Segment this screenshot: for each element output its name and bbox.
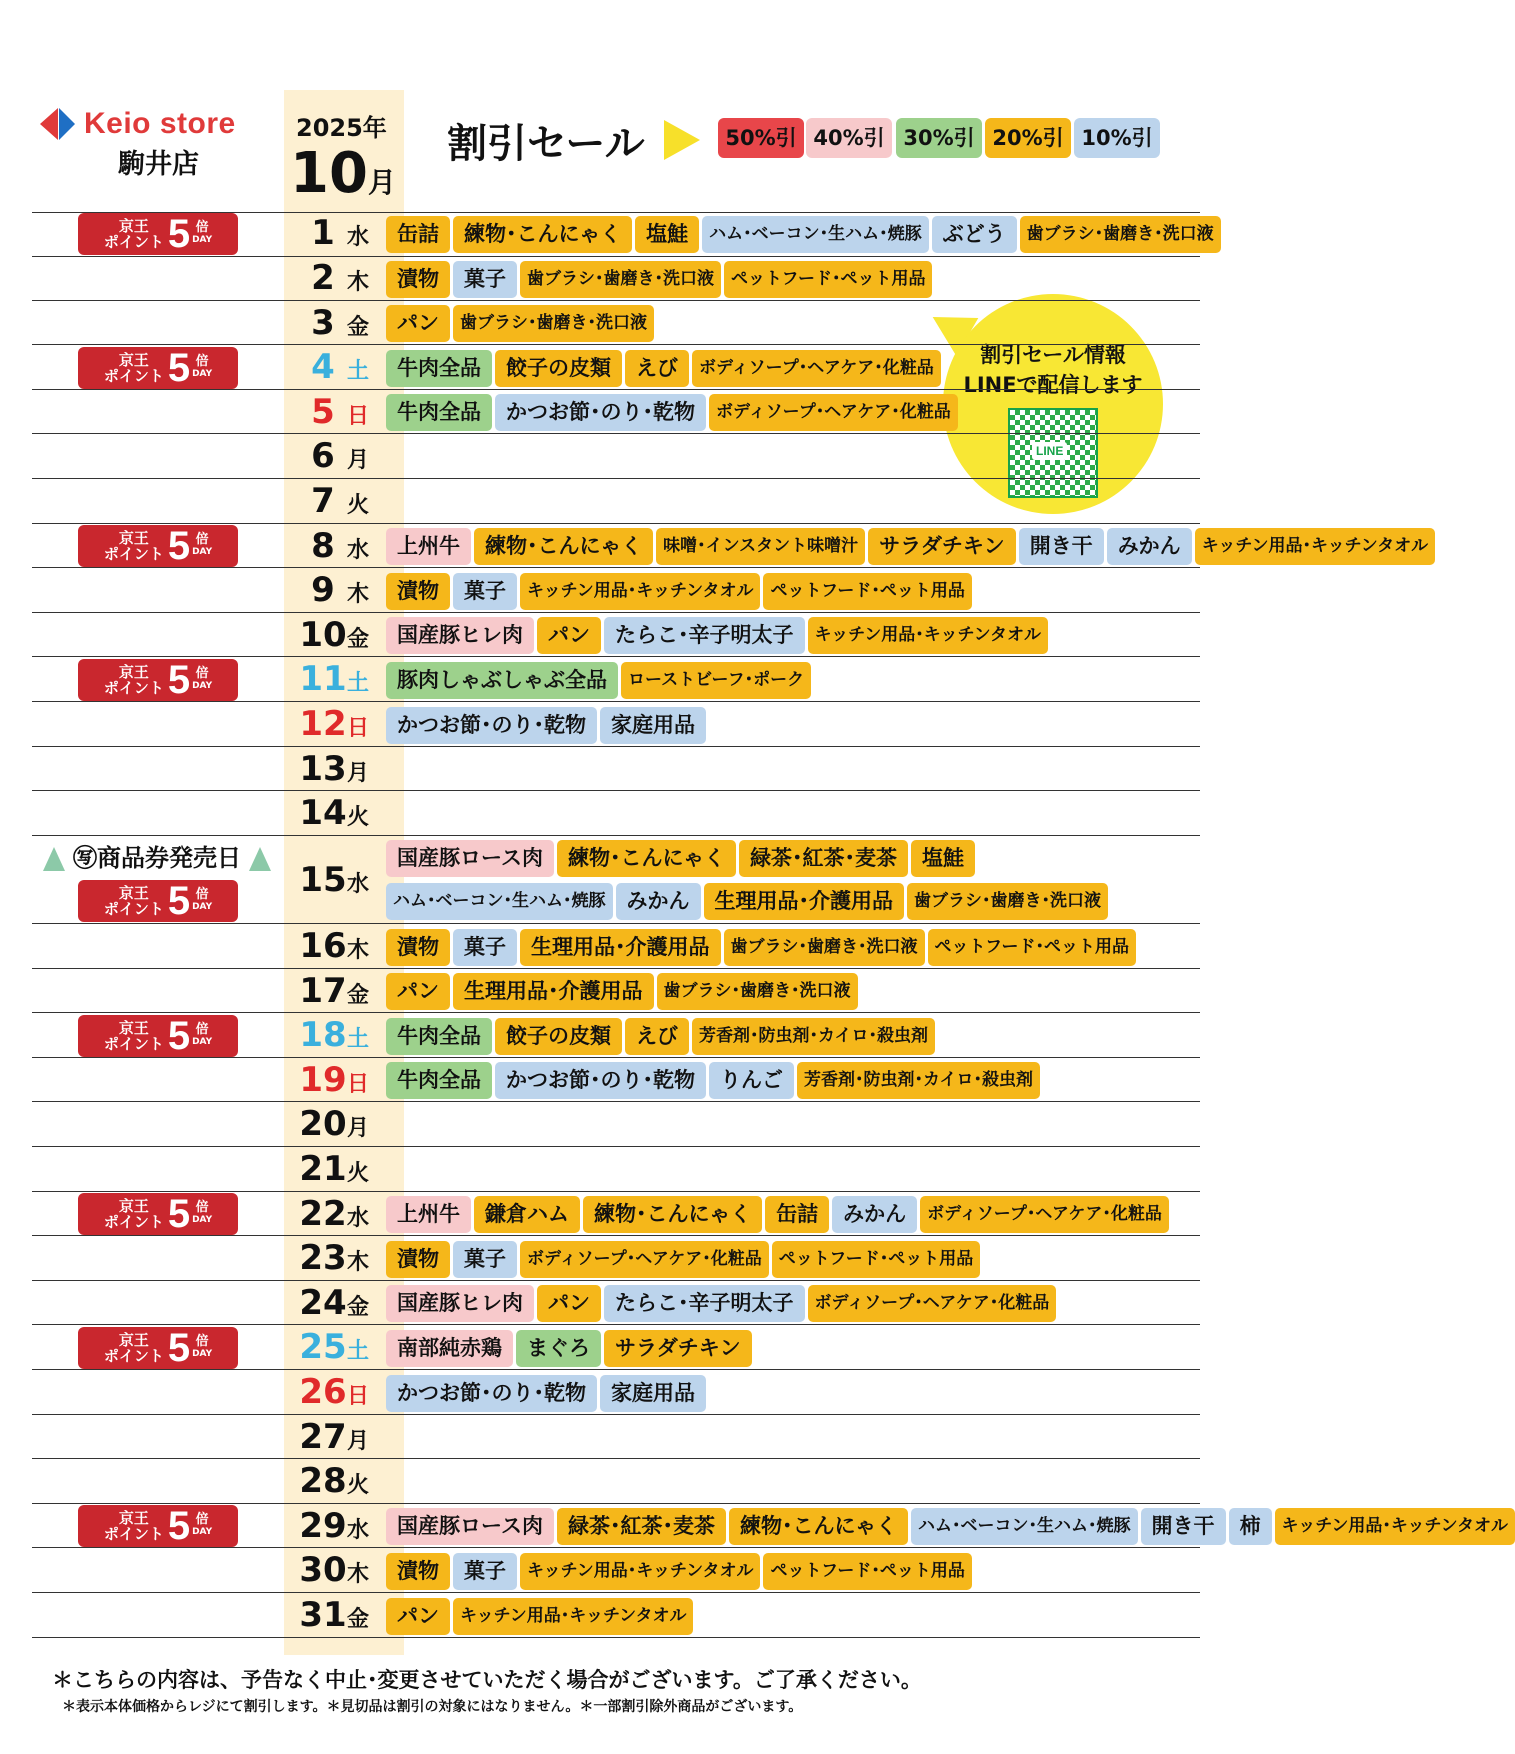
notice-main: ＊こちらの内容は、予告なく中止･変更させていただく場合がございます。ご了承ください。 [52, 1668, 922, 1692]
sale-title: 割引セール [447, 121, 645, 167]
sale-item: 菓子 [453, 261, 517, 298]
sale-item: 柿 [1229, 1508, 1272, 1545]
sale-item-list [386, 216, 1221, 253]
sale-item: 菓子 [453, 929, 517, 966]
weekday-label: 木 [346, 1250, 369, 1276]
weekday-label: 水 [346, 1205, 369, 1231]
legend-item: 20%引 [985, 118, 1071, 158]
sale-item: 国産豚ロース肉 [386, 1508, 554, 1545]
sale-item: 上州牛 [386, 1196, 471, 1233]
day-number: 1 [311, 213, 335, 254]
calendar-row [32, 1103, 1200, 1147]
weekday-label: 水 [346, 1517, 369, 1543]
calendar-row [32, 1415, 1200, 1459]
sale-item-list [386, 1330, 752, 1367]
sale-item: かつお節･のり･乾物 [495, 1062, 706, 1099]
sale-item: 缶詰 [386, 216, 450, 253]
legend-item: 30%引 [896, 118, 982, 158]
flag-icon [249, 847, 271, 871]
sale-item: ぶどう [932, 216, 1017, 253]
sale-item: かつお節･のり･乾物 [386, 1375, 597, 1412]
sale-item: 塩鮭 [911, 840, 975, 877]
sale-item: みかん [1107, 528, 1192, 565]
day-number: 29 [299, 1505, 347, 1546]
sale-item: 上州牛 [386, 528, 471, 565]
weekday-label: 日 [346, 1071, 369, 1097]
weekday-label: 土 [346, 1339, 369, 1365]
legend-item: 40%引 [806, 118, 892, 158]
weekday-label: 金 [346, 314, 369, 340]
sale-item: キッチン用品･キッチンタオル [808, 617, 1048, 654]
sale-item: 漬物 [386, 1241, 450, 1278]
sale-item: キッチン用品･キッチンタオル [520, 573, 760, 610]
day-number: 24 [299, 1282, 347, 1323]
day-number: 22 [299, 1193, 347, 1234]
weekday-label: 土 [346, 359, 369, 385]
day-number: 11 [299, 659, 347, 700]
weekday-label: 月 [346, 448, 369, 474]
sale-item: 生理用品･介護用品 [453, 973, 654, 1010]
sale-item: キッチン用品･キッチンタオル [453, 1598, 693, 1635]
sale-item: かつお節･のり･乾物 [386, 707, 597, 744]
notice-sub: ＊表示本体価格からレジにて割引します。＊見切品は割引の対象にはなりません。＊一部割引除外商品がございます。 [62, 1699, 803, 1715]
sale-item: 豚肉しゃぶしゃぶ全品 [386, 662, 618, 699]
sale-item: まぐろ [516, 1330, 601, 1367]
sale-item: 餃子の皮類 [495, 350, 622, 387]
day-number: 5 [311, 391, 335, 432]
sale-item: 国産豚ヒレ肉 [386, 1285, 534, 1322]
weekday-label: 木 [346, 269, 369, 295]
sale-item-list [386, 1241, 980, 1278]
day-number: 26 [299, 1371, 347, 1412]
line-qr-code-icon[interactable]: LINE [1008, 408, 1098, 498]
sale-item: 歯ブラシ･歯磨き･洗口液 [1020, 216, 1221, 253]
day-number: 13 [299, 748, 347, 789]
weekday-label: 金 [346, 1294, 369, 1320]
keio-point-5x-badge: 京王 ポイント 5 倍 DAY [78, 525, 238, 567]
keio-point-5x-badge: 京王 ポイント 5 倍 DAY [78, 213, 238, 255]
sale-item: ローストビーフ･ポーク [621, 662, 811, 699]
weekday-label: 日 [346, 1383, 369, 1409]
sale-item: 塩鮭 [635, 216, 699, 253]
sale-item-list [386, 929, 1136, 966]
day-number: 12 [299, 703, 347, 744]
sale-item: えび [625, 1018, 689, 1055]
gift-certificate-sale-label: ㊢商品券発売日 [42, 838, 272, 873]
sale-item: 歯ブラシ･歯磨き･洗口液 [724, 929, 925, 966]
sale-item: みかん [616, 883, 701, 920]
keio-point-5x-badge: 京王 ポイント 5 倍 DAY [78, 1327, 238, 1369]
sale-item-list [386, 305, 654, 342]
day-number: 10 [299, 614, 347, 655]
sale-item: みかん [832, 1196, 917, 1233]
sale-item-list [386, 1375, 706, 1412]
keio-point-5x-badge: 京王 ポイント 5 倍 DAY [78, 347, 238, 389]
weekday-label: 水 [346, 225, 369, 251]
play-arrow-icon [664, 120, 700, 160]
day-number: 27 [299, 1416, 347, 1457]
day-number: 17 [299, 970, 347, 1011]
sale-item-list [386, 1018, 935, 1055]
sale-item: パン [537, 1285, 601, 1322]
sale-item: たらこ･辛子明太子 [604, 1285, 805, 1322]
sale-item: パン [386, 1598, 450, 1635]
keio-point-5x-badge: 京王 ポイント 5 倍 DAY [78, 659, 238, 701]
weekday-label: 日 [346, 715, 369, 741]
sale-item: 菓子 [453, 573, 517, 610]
weekday-label: 金 [346, 1606, 369, 1632]
weekday-label: 火 [346, 805, 369, 831]
day-number: 3 [311, 302, 335, 343]
sale-item: 鎌倉ハム [474, 1196, 580, 1233]
sale-item: えび [625, 350, 689, 387]
flag-icon [43, 847, 65, 871]
keio-point-5x-badge: 京王 ポイント 5 倍 DAY [78, 880, 238, 922]
calendar-row [32, 1460, 1200, 1504]
sale-item: 歯ブラシ･歯磨き･洗口液 [453, 305, 654, 342]
keio-point-5x-badge: 京王 ポイント 5 倍 DAY [78, 1505, 238, 1547]
calendar-row [32, 480, 1200, 524]
month-label: 10月 [290, 141, 396, 206]
sale-item-list [386, 973, 858, 1010]
sale-item: ボディソープ･ヘアケア･化粧品 [808, 1285, 1057, 1322]
sale-item: サラダチキン [868, 528, 1016, 565]
weekday-label: 水 [346, 871, 369, 897]
sale-item: 練物･こんにゃく [474, 528, 653, 565]
sale-item-list [386, 1553, 972, 1590]
sale-item-list [386, 707, 706, 744]
sale-item: パン [386, 973, 450, 1010]
sale-item: 開き干 [1019, 528, 1104, 565]
weekday-label: 月 [346, 1116, 369, 1142]
weekday-label: 水 [346, 537, 369, 563]
day-number: 18 [299, 1015, 347, 1056]
calendar-row [32, 747, 1200, 791]
calendar-row [32, 792, 1200, 836]
calendar-row [32, 435, 1200, 479]
sale-item: 南部純赤鶏 [386, 1330, 513, 1367]
weekday-label: 火 [346, 1473, 369, 1499]
sale-item: 歯ブラシ･歯磨き･洗口液 [657, 973, 858, 1010]
sale-item-list [386, 573, 972, 610]
sale-item: 牛肉全品 [386, 394, 492, 431]
sale-item: 菓子 [453, 1553, 517, 1590]
sale-item: 牛肉全品 [386, 1062, 492, 1099]
sale-item: 漬物 [386, 929, 450, 966]
keio-logo-icon [40, 106, 76, 142]
sale-item-list [386, 1508, 1515, 1545]
sale-item: りんご [709, 1062, 794, 1099]
sale-item: パン [386, 305, 450, 342]
sale-item: 牛肉全品 [386, 1018, 492, 1055]
sale-item-list [386, 1598, 693, 1635]
sale-item: 生理用品･介護用品 [520, 929, 721, 966]
sale-item: ハム･ベーコン･生ハム･焼豚 [386, 883, 613, 920]
store-logo [40, 106, 236, 142]
sale-item-list [386, 394, 958, 431]
sale-item-list [386, 350, 941, 387]
weekday-label: 金 [346, 626, 369, 652]
sale-item: 国産豚ロース肉 [386, 840, 554, 877]
keio-point-5x-badge: 京王 ポイント 5 倍 DAY [78, 1015, 238, 1057]
sale-item: ボディソープ･ヘアケア･化粧品 [709, 394, 958, 431]
day-number: 9 [311, 570, 335, 611]
weekday-label: 火 [346, 492, 369, 518]
sale-item: 練物･こんにゃく [557, 840, 736, 877]
sale-item-list [386, 617, 1048, 654]
sale-item: ハム･ベーコン･生ハム･焼豚 [911, 1508, 1138, 1545]
sale-item: 国産豚ヒレ肉 [386, 617, 534, 654]
keio-point-5x-badge: 京王 ポイント 5 倍 DAY [78, 1193, 238, 1235]
sale-item: 菓子 [453, 1241, 517, 1278]
day-number: 14 [299, 793, 347, 834]
weekday-label: 月 [346, 1428, 369, 1454]
sale-item: ペットフード･ペット用品 [724, 261, 932, 298]
sale-item: ペットフード･ペット用品 [763, 1553, 971, 1590]
sale-item: 味噌･インスタント味噌汁 [656, 528, 865, 565]
weekday-label: 土 [346, 1027, 369, 1053]
sale-item: キッチン用品･キッチンタオル [520, 1553, 760, 1590]
sale-item-list [386, 883, 1108, 920]
weekday-label: 日 [346, 403, 369, 429]
sale-item: ハム･ベーコン･生ハム･焼豚 [702, 216, 929, 253]
sale-item: キッチン用品･キッチンタオル [1195, 528, 1435, 565]
day-number: 20 [299, 1104, 347, 1145]
sale-item: ボディソープ･ヘアケア･化粧品 [920, 1196, 1169, 1233]
day-number: 30 [299, 1550, 347, 1591]
sale-item-list [386, 1062, 1040, 1099]
day-number: 19 [299, 1059, 347, 1100]
calendar-row [32, 1148, 1200, 1192]
day-number: 21 [299, 1148, 347, 1189]
sale-item: ペットフード･ペット用品 [772, 1241, 980, 1278]
sale-item: 芳香剤･防虫剤･カイロ･殺虫剤 [797, 1062, 1040, 1099]
day-number: 25 [299, 1327, 347, 1368]
sale-item: パン [537, 617, 601, 654]
day-number: 31 [299, 1594, 347, 1635]
weekday-label: 木 [346, 582, 369, 608]
legend-item: 50%引 [718, 118, 804, 158]
sale-item: 練物･こんにゃく [453, 216, 632, 253]
sale-item: 緑茶･紅茶･麦茶 [739, 840, 908, 877]
sale-item: ボディソープ･ヘアケア･化粧品 [692, 350, 941, 387]
weekday-label: 火 [346, 1160, 369, 1186]
day-number: 28 [299, 1461, 347, 1502]
sale-item: 歯ブラシ･歯磨き･洗口液 [520, 261, 721, 298]
sale-item: ペットフード･ペット用品 [928, 929, 1136, 966]
day-number: 23 [299, 1238, 347, 1279]
sale-item-list [386, 1285, 1056, 1322]
sale-item: サラダチキン [604, 1330, 752, 1367]
day-number: 6 [311, 436, 335, 477]
weekday-label: 金 [346, 982, 369, 1008]
sale-item-list [386, 528, 1435, 565]
sale-item: ペットフード･ペット用品 [763, 573, 971, 610]
weekday-label: 土 [346, 671, 369, 697]
weekday-label: 木 [346, 1562, 369, 1588]
sale-item: 練物･こんにゃく [729, 1508, 908, 1545]
sale-item: キッチン用品･キッチンタオル [1275, 1508, 1515, 1545]
day-number: 16 [299, 925, 347, 966]
sale-item-list [386, 840, 975, 877]
day-number: 15 [299, 859, 347, 900]
line-promo-text: 割引セール情報 LINEで配信します [963, 343, 1143, 397]
sale-item: 生理用品･介護用品 [704, 883, 905, 920]
sale-item: 牛肉全品 [386, 350, 492, 387]
sale-item: 漬物 [386, 1553, 450, 1590]
year-label: 2025年 [296, 114, 387, 142]
sale-item-list [386, 1196, 1169, 1233]
weekday-label: 月 [346, 760, 369, 786]
sale-item-list [386, 261, 932, 298]
sale-item: 缶詰 [765, 1196, 829, 1233]
sale-item: 家庭用品 [600, 1375, 706, 1412]
sale-item: 練物･こんにゃく [583, 1196, 762, 1233]
sale-item: かつお節･のり･乾物 [495, 394, 706, 431]
sale-item: 家庭用品 [600, 707, 706, 744]
store-name: 駒井店 [118, 149, 199, 180]
sale-item: 芳香剤･防虫剤･カイロ･殺虫剤 [692, 1018, 935, 1055]
sale-item: 緑茶･紅茶･麦茶 [557, 1508, 726, 1545]
sale-item: 餃子の皮類 [495, 1018, 622, 1055]
logo-text: Keio store [84, 107, 236, 140]
day-number: 7 [311, 480, 335, 521]
day-number: 8 [311, 525, 335, 566]
legend-item: 10%引 [1074, 118, 1160, 158]
sale-item: たらこ･辛子明太子 [604, 617, 805, 654]
sale-item: 歯ブラシ･歯磨き･洗口液 [907, 883, 1108, 920]
sale-item: 開き干 [1141, 1508, 1226, 1545]
sale-item: 漬物 [386, 573, 450, 610]
sale-item-list [386, 662, 811, 699]
day-number: 2 [311, 257, 335, 298]
sale-item: ボディソープ･ヘアケア･化粧品 [520, 1241, 769, 1278]
weekday-label: 木 [346, 937, 369, 963]
sale-item: 漬物 [386, 261, 450, 298]
day-number: 4 [311, 347, 335, 388]
